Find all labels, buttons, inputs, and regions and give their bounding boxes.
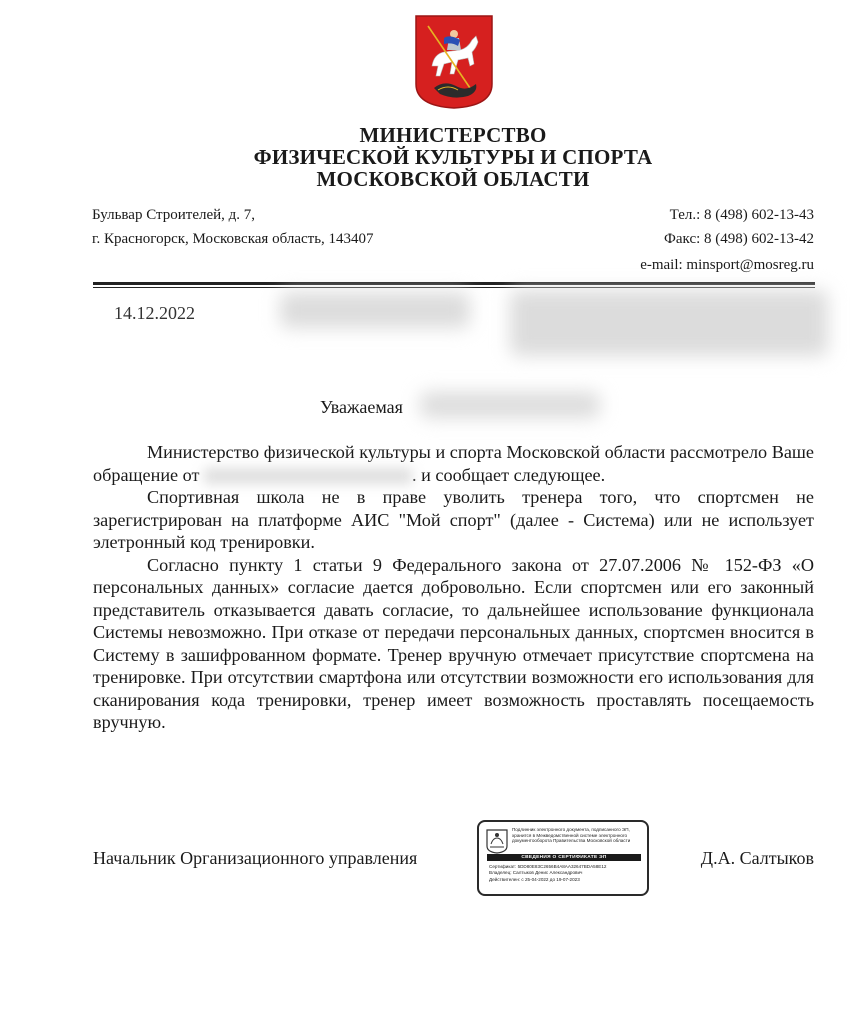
redacted-reference	[280, 292, 470, 328]
stamp-notice	[512, 827, 646, 844]
redacted-recipient-name	[420, 392, 600, 418]
electronic-signature-stamp	[477, 820, 649, 896]
address-block	[92, 203, 374, 251]
header-divider-thick	[93, 282, 815, 285]
signatory-name: Д.А. Салтыков	[700, 848, 814, 868]
signatory-title: Начальник Организационного управления	[93, 848, 418, 868]
stamp-notice-line-1: Подлинник электронного документа, подписанного ЭП,	[512, 827, 630, 832]
header-divider-thin	[93, 287, 815, 288]
stamp-notice-line-3: документооборота Правительства Московской области	[512, 838, 631, 844]
contact-fax: Факс: 8 (498) 602-13-42	[664, 231, 814, 247]
org-title-line-1: МИНИСТЕРСТВО	[359, 123, 547, 147]
contact-email: e-mail: minsport@mosreg.ru	[640, 257, 814, 273]
stamp-certificate: Сертификат: 5DD80E83C2656B4A8AA32647BDA58E12	[489, 864, 607, 869]
stamp-owner: Владелец: Салтыков Денис Александрович	[489, 870, 583, 876]
contact-block	[640, 203, 814, 279]
stamp-validity: Действителен: с 25-04-2022 до 19-07-2023	[489, 876, 580, 882]
address-street: Бульвар Строителей, д. 7,	[92, 207, 256, 223]
stamp-band-title: СВЕДЕНИЯ О СЕРТИФИКАТЕ ЭП	[487, 854, 641, 861]
coat-of-arms-emblem-icon	[414, 14, 494, 110]
body-paragraph-2: Спортивная школа не в праве уволить тренера того, что спортсмен не зарегистрирован на платформе АИС "Мой спорт" (далее - Система) или не использует элетронный код тренировки.	[93, 487, 814, 552]
stamp-certificate-details	[489, 864, 645, 883]
address-city: г. Красногорск, Московская область, 143407	[92, 231, 374, 247]
salutation: Уважаемая	[320, 397, 403, 417]
org-title-line-3: МОСКОВСКОЙ ОБЛАСТИ	[316, 167, 590, 191]
body-paragraph-1	[93, 441, 814, 486]
letter-date: 14.12.2022	[114, 303, 195, 323]
letter-body	[93, 441, 814, 734]
body-paragraph-1-start: Министерство физической культуры и спорта Московской области рассмотрело Ваше обращение от	[93, 442, 814, 485]
body-paragraph-3: Согласно пункту 1 статьи 9 Федерального закона от 27.07.2006 № 152-ФЗ «О персональных данных» согласие дается добровольно. Если спортсмен или его законный представитель отказывается давать согласие, то дальнейшее использование функционала Системы невозможно. При отказе от передачи персональных данных, спортсмен вносится в Систему в зашифрованном формате. Тренер вручную отмечает присутствие спортсмена на тренировке. При отсутствии смартфона или отсутствии возможности его использования для сканирования кода тренировки, тренер имеет возможность проставлять посещаемость вручную.	[93, 554, 814, 732]
org-title-line-2: ФИЗИЧЕСКОЙ КУЛЬТУРЫ И СПОРТА	[253, 145, 653, 169]
organization-title	[0, 124, 865, 190]
redacted-recipient-address	[510, 290, 828, 356]
stamp-emblem-icon	[485, 828, 509, 854]
body-paragraph-1-end: . и сообщает следующее.	[412, 464, 606, 485]
redacted-request-date	[204, 468, 412, 484]
stamp-notice-line-2: хранится в Межведомственной системе электронного	[512, 832, 628, 838]
contact-phone: Тел.: 8 (498) 602-13-43	[669, 207, 814, 223]
